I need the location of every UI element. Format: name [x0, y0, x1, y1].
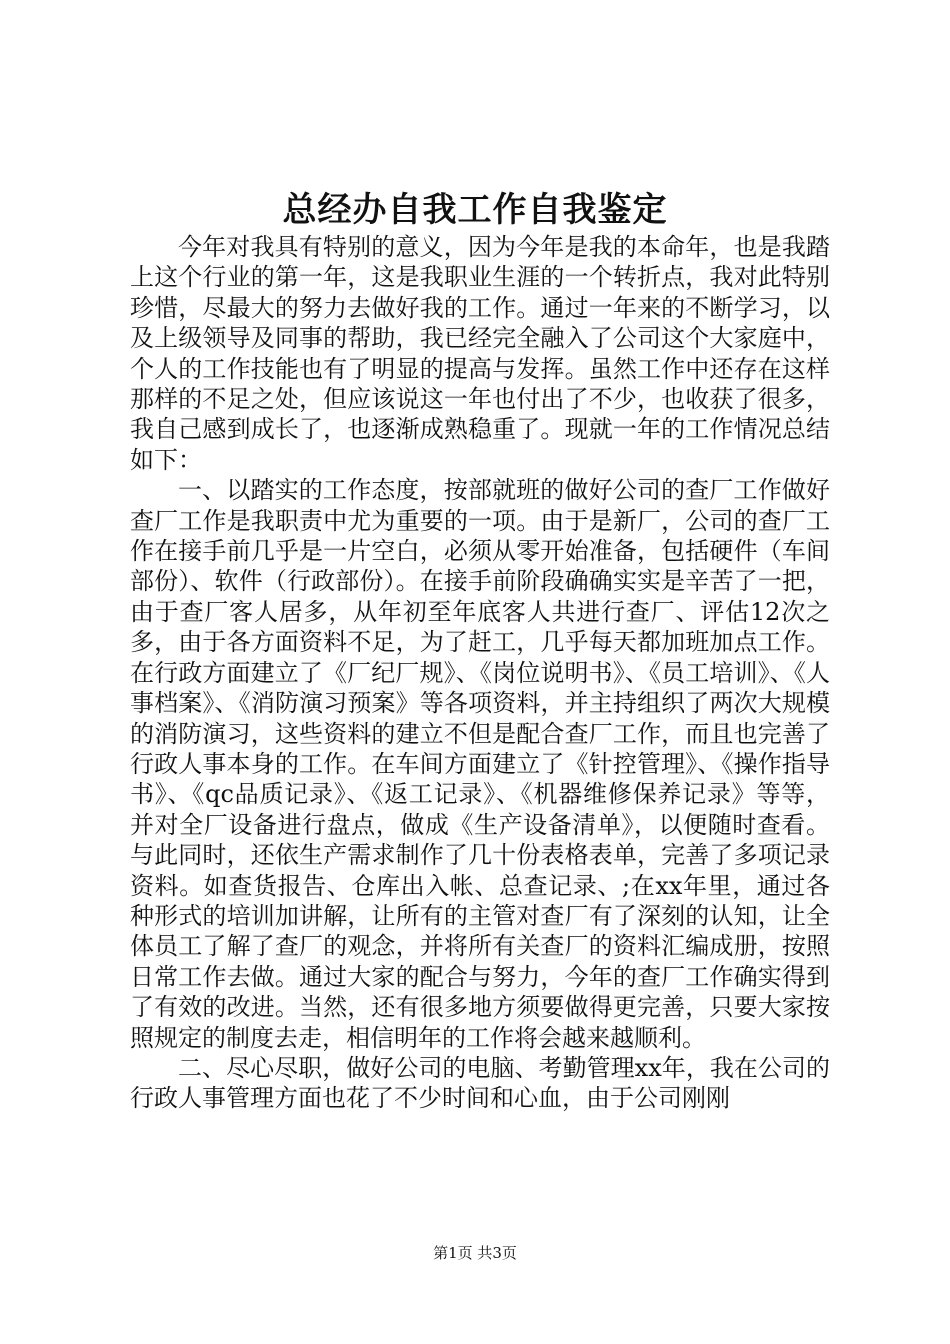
- paragraph-intro: 今年对我具有特别的意义，因为今年是我的本命年，也是我踏上这个行业的第一年，这是我职业生涯的一个转折点，我对此特别珍惜，尽最大的努力去做好我的工作。通过一年来的不断学习，以及上级领导及同事的帮助，我已经完全融入了公司这个大家庭中，个人的工作技能也有了明显的提高与发挥。虽然工作中还存在这样那样的不足之处，但应该说这一年也付出了不少，也收获了很多，我自己感到成长了，也逐渐成熟稳重了。现就一年的工作情况总结如下：: [130, 233, 830, 474]
- page-number-footer: 第1页 共3页: [433, 1244, 517, 1262]
- document-title: 总经办自我工作自我鉴定: [282, 190, 668, 230]
- document-body: [130, 232, 830, 1114]
- paragraph-section-1: 一、以踏实的工作态度，按部就班的做好公司的查厂工作做好查厂工作是我职责中尤为重要的一项。由于是新厂，公司的查厂工作在接手前几乎是一片空白，必须从零开始准备，包括硬件（车间部份）、软件（行政部份）。在接手前阶段确确实实是辛苦了一把，由于查厂客人居多，从年初至年底客人共进行查厂、评估12次之多，由于各方面资料不足，为了赶工，几乎每天都加班加点工作。在行政方面建立了《厂纪厂规》、《岗位说明书》、《员工培训》、《人事档案》、《消防演习预案》等各项资料，并主持组织了两次大规模的消防演习，这些资料的建立不但是配合查厂工作，而且也完善了行政人事本身的工作。在车间方面建立了《针控管理》、《操作指导书》、《qc品质记录》、《返工记录》、《机器维修保养记录》等等，并对全厂设备进行盘点，做成《生产设备清单》，以便随时查看。与此同时，还依生产需求制作了几十份表格表单，完善了多项记录资料。如查货报告、仓库出入帐、总查记录、;在xx年里，通过各种形式的培训加讲解，让所有的主管对查厂有了深刻的认知，让全体员工了解了查厂的观念，并将所有关查厂的资料汇编成册，按照日常工作去做。通过大家的配合与努力，今年的查厂工作确实得到了有效的改进。当然，还有很多地方须要做得更完善，只要大家按照规定的制度去走，相信明年的工作将会越来越顺利。: [130, 476, 830, 1052]
- paragraph-section-2: 二、尽心尽职，做好公司的电脑、考勤管理xx年，我在公司的行政人事管理方面也花了不少时间和心血，由于公司刚刚: [130, 1053, 830, 1113]
